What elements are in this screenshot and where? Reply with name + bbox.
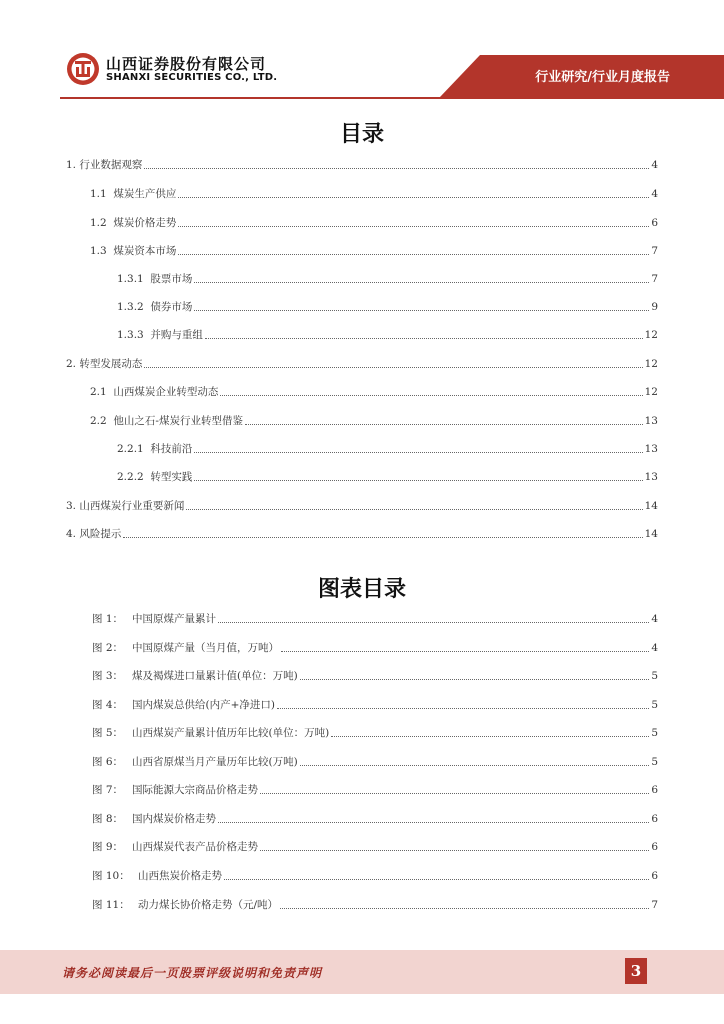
figures-title: 图表目录 xyxy=(317,576,406,602)
toc-item[interactable]: 2.2.2 转型实践 13 xyxy=(117,471,658,483)
report-type: 行业研究/行业月度报告 xyxy=(535,70,670,85)
figure-item[interactable]: 图 2： 中国原煤产量（当月值，万吨） 4 xyxy=(92,642,658,654)
toc-item[interactable]: 3. 山西煤炭行业重要新闻 14 xyxy=(66,500,658,512)
toc-item[interactable]: 1.1 煤炭生产供应 4 xyxy=(90,188,658,200)
toc-item[interactable]: 1.3.2 债券市场 9 xyxy=(117,301,658,313)
toc-item[interactable]: 1. 行业数据观察 4 xyxy=(66,159,658,171)
figure-item[interactable]: 图 3： 煤及褐煤进口量累计值(单位：万吨) 5 xyxy=(92,670,658,682)
figure-item[interactable]: 图 4： 国内煤炭总供给(内产+净进口) 5 xyxy=(92,699,658,711)
toc-item[interactable]: 1.3.1 股票市场 7 xyxy=(117,273,658,285)
figure-item[interactable]: 图 8： 国内煤炭价格走势 6 xyxy=(92,813,658,825)
toc-item[interactable]: 2.2.1 科技前沿 13 xyxy=(117,443,658,455)
figure-item[interactable]: 图 11： 动力煤长协价格走势（元/吨） 7 xyxy=(92,899,658,911)
toc-item[interactable]: 1.2 煤炭价格走势 6 xyxy=(90,217,658,229)
header-divider xyxy=(60,97,724,99)
figure-item[interactable]: 图 9： 山西煤炭代表产品价格走势 6 xyxy=(92,841,658,853)
toc-item[interactable]: 4. 风险提示 14 xyxy=(66,528,658,540)
page-number: 3 xyxy=(625,958,647,984)
figure-item[interactable]: 图 5： 山西煤炭产量累计值历年比较(单位：万吨) 5 xyxy=(92,727,658,739)
figure-item[interactable]: 图 1： 中国原煤产量累计 4 xyxy=(92,613,658,625)
figure-item[interactable]: 图 6： 山西省原煤当月产量历年比较(万吨) 5 xyxy=(92,756,658,768)
toc-title: 目录 xyxy=(339,121,384,147)
company-logo-icon xyxy=(66,52,100,86)
toc-item[interactable]: 2.1 山西煤炭企业转型动态 12 xyxy=(90,386,658,398)
footer-disclaimer: 请务必阅读最后一页股票评级说明和免责声明 xyxy=(62,966,323,980)
toc-item[interactable]: 2. 转型发展动态 12 xyxy=(66,358,658,370)
toc-item[interactable]: 2.2 他山之石-煤炭行业转型借鉴 13 xyxy=(90,415,658,427)
page-header xyxy=(0,0,724,100)
figure-item[interactable]: 图 7： 国际能源大宗商品价格走势 6 xyxy=(92,784,658,796)
toc-item[interactable]: 1.3.3 并购与重组 12 xyxy=(117,329,658,341)
company-name-cn: 山西证券股份有限公司 xyxy=(106,55,267,73)
toc-item[interactable]: 1.3 煤炭资本市场 7 xyxy=(90,245,658,257)
company-name-en: SHANXI SECURITIES CO., LTD. xyxy=(106,72,278,83)
figure-item[interactable]: 图 10： 山西焦炭价格走势 6 xyxy=(92,870,658,882)
